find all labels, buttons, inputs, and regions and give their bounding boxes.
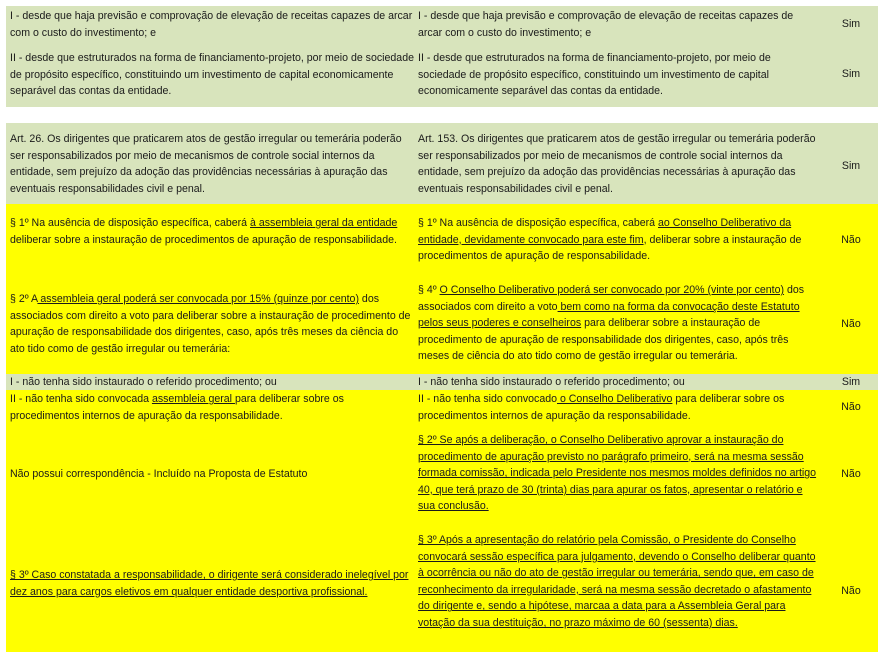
proposed-text: § 1º Na ausência de disposição específica, caberá ao Conselho Deliberativo da entidade, devidamente convocado para este fim, deliberar sobre a instauração de procedimentos de apuração de responsabilidade. xyxy=(418,217,802,263)
proposed-text: § 3º Após a apresentação do relatório pela Comissão, o Presidente do Conselho convocará sessão específica para julgamento, devendo o Conselho deliberar quanto à ocorrência ou não do ato de gestão irregular ou temerária, sendo que, em caso de reconhecimento da irregularidade, será na mesma sessão decretado o afastamento do dirigente e, sendo a hipótese, marcaa a data para a Assembleia Geral para votação da sua destituição, no prazo máximo de 60 (sessenta) dias. xyxy=(418,534,816,629)
original-text: I - não tenha sido instaurado o referido procedimento; ou xyxy=(10,376,277,388)
status-cell: Não xyxy=(841,468,861,480)
status-cell: Sim xyxy=(841,376,861,388)
status-cell: Sim xyxy=(841,160,861,172)
original-text: Não possui correspondência - Incluído na Proposta de Estatuto xyxy=(10,468,308,480)
original-text: I - desde que haja previsão e comprovação de elevação de receitas capazes de arcar com o custo do investimento; e xyxy=(10,10,413,39)
original-text: § 1º Na ausência de disposição específica, caberá à assembleia geral da entidade deliberar sobre a instauração de procedimentos de apuração de responsabilidade. xyxy=(10,217,398,246)
original-text: § 3º Caso constatada a responsabilidade, o dirigente será considerado inelegível por dez anos para cargos eletivos em qualquer entidade desportiva profissional. xyxy=(10,569,409,598)
original-text: II - desde que estruturados na forma de financiamento-projeto, por meio de sociedade de propósito específico, constituindo um investimento de capital economicamente separável das contas da entidade. xyxy=(10,52,414,98)
proposed-text: II - desde que estruturados na forma de financiamento-projeto, por meio de sociedade de propósito específico, constituindo um investimento de capital economicamente separável das contas da entidade. xyxy=(418,52,771,98)
status-cell: Não xyxy=(841,585,861,597)
status-cell: Não xyxy=(841,401,861,413)
proposed-text: Art. 153. Os dirigentes que praticarem atos de gestão irregular ou temerária poderão ser responsabilizados por meio de mecanismos de controle social internos da entidade, sem prejuízo da adoção das providências necessárias à apuração das eventuais responsabilidades civil e penal. xyxy=(418,133,816,195)
proposed-text: § 4º O Conselho Deliberativo poderá ser convocado por 20% (vinte por cento) dos associados com direito a voto bem como na forma da convocação deste Estatuto pelos seus poderes e conselheiros para deliberar sobre a instauração de procedimento de apuração de responsabilidade dos dirigentes, caso, após três meses de ciência do ato tido como de gestão irregular ou temerária. xyxy=(418,284,805,363)
original-text: Art. 26. Os dirigentes que praticarem atos de gestão irregular ou temerária poderão ser responsabilizados por meio de mecanismos de controle social internos da entidade, sem prejuízo da adoção das providências necessárias à apuração das eventuais responsabilidades civil e penal. xyxy=(10,133,402,195)
proposed-text: I - não tenha sido instaurado o referido procedimento; ou xyxy=(418,376,685,388)
status-cell: Não xyxy=(841,234,861,246)
original-text: II - não tenha sido convocada assembleia geral para deliberar sobre os procedimentos internos de apuração da responsabilidade. xyxy=(10,393,344,422)
proposed-text: I - desde que haja previsão e comprovação de elevação de receitas capazes de arcar com o custo do investimento; e xyxy=(418,10,794,39)
status-cell: Sim xyxy=(841,18,861,30)
status-cell: Não xyxy=(841,318,861,330)
proposed-text: § 2º Se após a deliberação, o Conselho Deliberativo aprovar a instauração do procedimento de apuração previsto no parágrafo primeiro, será na mesma sessão formada comissão, indicada pelo Presidente nos mesmos moldes definidos no artigo 40, que terá prazo de 30 (trinta) dias para apurar os fatos, apresentar o relatório e sua conclusão. xyxy=(418,434,817,513)
status-cell: Sim xyxy=(841,68,861,80)
original-text: § 2º A assembleia geral poderá ser convocada por 15% (quinze por cento) dos associados com direito a voto para deliberar sobre a instauração de procedimento de apuração de responsabilidade dos dirigentes, caso, após três meses da ciência do ato tido como de gestão irregular ou temerária: xyxy=(10,293,411,355)
proposed-text: II - não tenha sido convocado o Conselho Deliberativo para deliberar sobre os procedimentos internos de apuração da responsabilidade. xyxy=(418,393,785,422)
